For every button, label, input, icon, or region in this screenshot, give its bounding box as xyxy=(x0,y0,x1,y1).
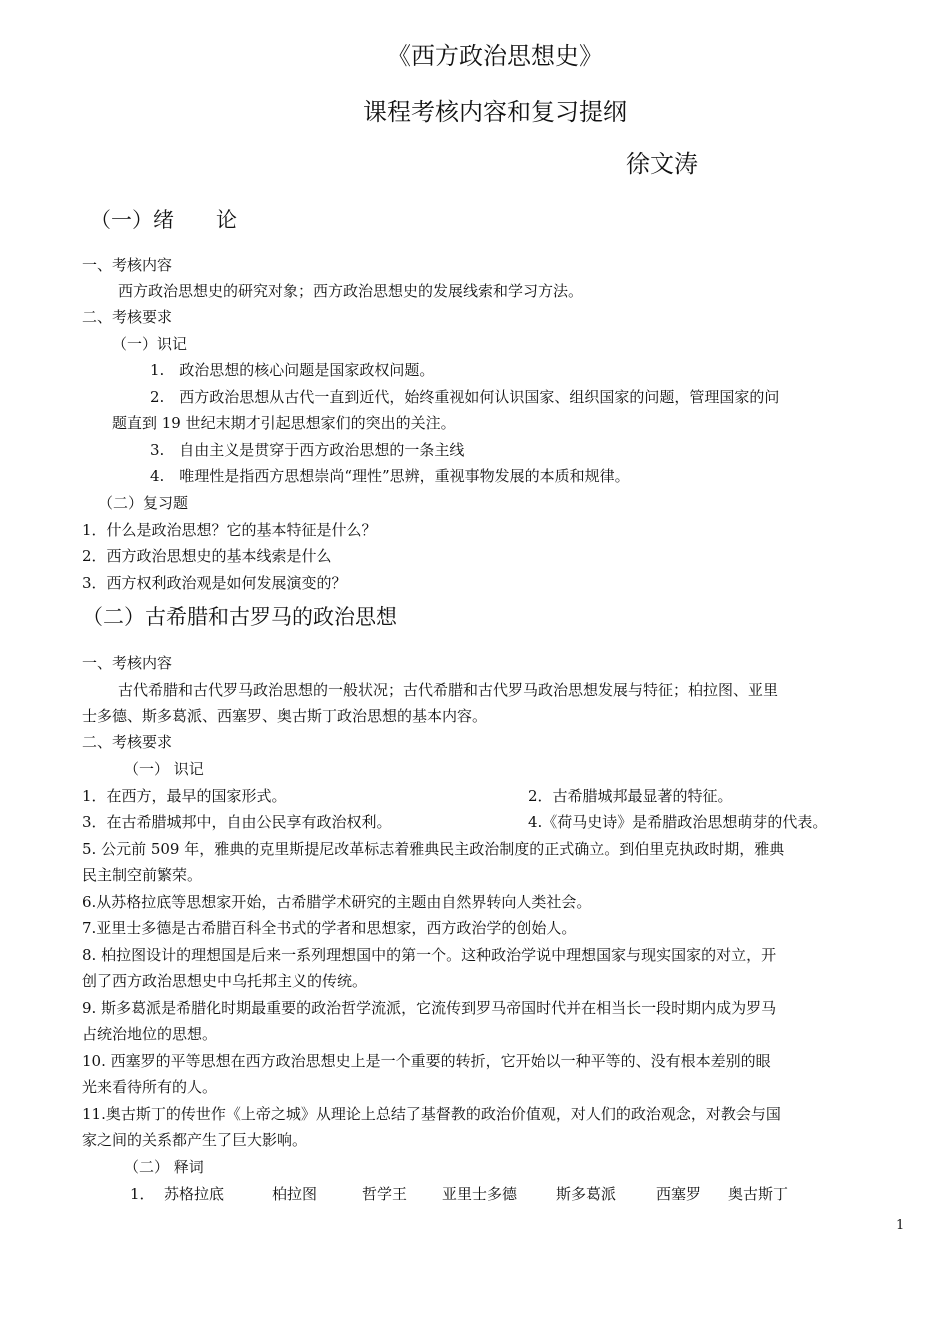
memo-item: 4.《荷马史诗》是希腊政治思想萌芽的代表。 xyxy=(528,813,828,831)
memo-line: 光来看待所有的人。 xyxy=(82,1078,218,1096)
page-number: 1 xyxy=(896,1218,905,1233)
doc-subtitle: 课程考核内容和复习提纲 xyxy=(363,98,627,126)
section1-item-cont: 题直到 19 世纪末期才引起思想家们的突出的关注。 xyxy=(112,414,456,432)
memo-item: 3．在古希腊城邦中，自由公民享有政治权利。 xyxy=(82,813,392,831)
memo-item: 1．在西方，最早的国家形式。 xyxy=(82,787,287,805)
review-question: 3．西方权利政治观是如何发展演变的？ xyxy=(82,574,347,592)
section2-heading: （二）古希腊和古罗马的政治思想 xyxy=(82,605,397,629)
term: 奥古斯丁 xyxy=(728,1185,789,1203)
memo-line: 6.从苏格拉底等思想家开始，古希腊学术研究的主题由自然界转向人类社会。 xyxy=(82,893,592,911)
section1-content-label: 一、考核内容 xyxy=(82,256,173,274)
memo-line: 5. 公元前 509 年，雅典的克里斯提尼改革标志着雅典民主政治制度的正式确立。到伯里克执政时期，雅典 xyxy=(82,840,785,858)
doc-title: 《西方政治思想史》 xyxy=(387,42,603,70)
section1-content-text: 西方政治思想史的研究对象；西方政治思想史的发展线索和学习方法。 xyxy=(118,282,584,300)
section2-content-line: 古代希腊和古代罗马政治思想的一般状况；古代希腊和古代罗马政治思想发展与特征；柏拉图、亚里 xyxy=(118,681,779,699)
term: 柏拉图 xyxy=(272,1185,318,1203)
memo-line: 8. 柏拉图设计的理想国是后来一系列理想国中的第一个。这种政治学说中理想国家与现实国家的对立，开 xyxy=(82,946,777,964)
memo-line: 10. 西塞罗的平等思想在西方政治思想史上是一个重要的转折，它开始以一种平等的、没有根本差别的眼 xyxy=(82,1052,771,1070)
memo-line: 7.亚里士多德是古希腊百科全书式的学者和思想家，西方政治学的创始人。 xyxy=(82,919,577,937)
term: 斯多葛派 xyxy=(556,1185,617,1203)
memo-item: 2．古希腊城邦最显著的特征。 xyxy=(528,787,733,805)
memo-line: 民主制空前繁荣。 xyxy=(82,866,203,884)
review-question: 1．什么是政治思想？它的基本特征是什么？ xyxy=(82,521,377,539)
term: 哲学王 xyxy=(362,1185,408,1203)
section1-item: 4. 唯理性是指西方思想崇尚“理性”思辨，重视事物发展的本质和规律。 xyxy=(150,467,630,485)
term: 苏格拉底 xyxy=(164,1185,225,1203)
review-question: 2．西方政治思想史的基本线索是什么 xyxy=(82,547,332,565)
section2-memo-label: （一） 识记 xyxy=(124,760,204,778)
section1-req-label: 二、考核要求 xyxy=(82,308,173,326)
section2-req-label: 二、考核要求 xyxy=(82,733,173,751)
section1-item: 2. 西方政治思想从古代一直到近代，始终重视如何认识国家、组织国家的问题，管理国家的问 xyxy=(150,388,780,406)
term: 亚里士多德 xyxy=(442,1185,518,1203)
term: 西塞罗 xyxy=(656,1185,702,1203)
section1-heading: （一）绪 论 xyxy=(90,208,237,232)
section2-content-label: 一、考核内容 xyxy=(82,654,173,672)
doc-author: 徐文涛 xyxy=(626,150,698,178)
section2-terms-label: （二） 释词 xyxy=(124,1158,204,1176)
memo-line: 占统治地位的思想。 xyxy=(82,1025,218,1043)
memo-line: 家之间的关系都产生了巨大影响。 xyxy=(82,1131,308,1149)
memo-line: 创了西方政治思想史中乌托邦主义的传统。 xyxy=(82,972,368,990)
section1-item: 3. 自由主义是贯穿于西方政治思想的一条主线 xyxy=(150,441,465,459)
terms-number: 1． xyxy=(130,1185,155,1203)
memo-line: 11.奥古斯丁的传世作《上帝之城》从理论上总结了基督教的政治价值观，对人们的政治观念，对教会与国 xyxy=(82,1105,781,1123)
section1-memo-label: （一）识记 xyxy=(112,335,188,353)
section2-content-line: 士多德、斯多葛派、西塞罗、奥古斯丁政治思想的基本内容。 xyxy=(82,707,488,725)
memo-line: 9. 斯多葛派是希腊化时期最重要的政治哲学流派，它流传到罗马帝国时代并在相当长一段时期内成为罗马 xyxy=(82,999,777,1017)
section1-item: 1. 政治思想的核心问题是国家政权问题。 xyxy=(150,361,435,379)
section1-review-label: （二）复习题 xyxy=(98,494,189,512)
